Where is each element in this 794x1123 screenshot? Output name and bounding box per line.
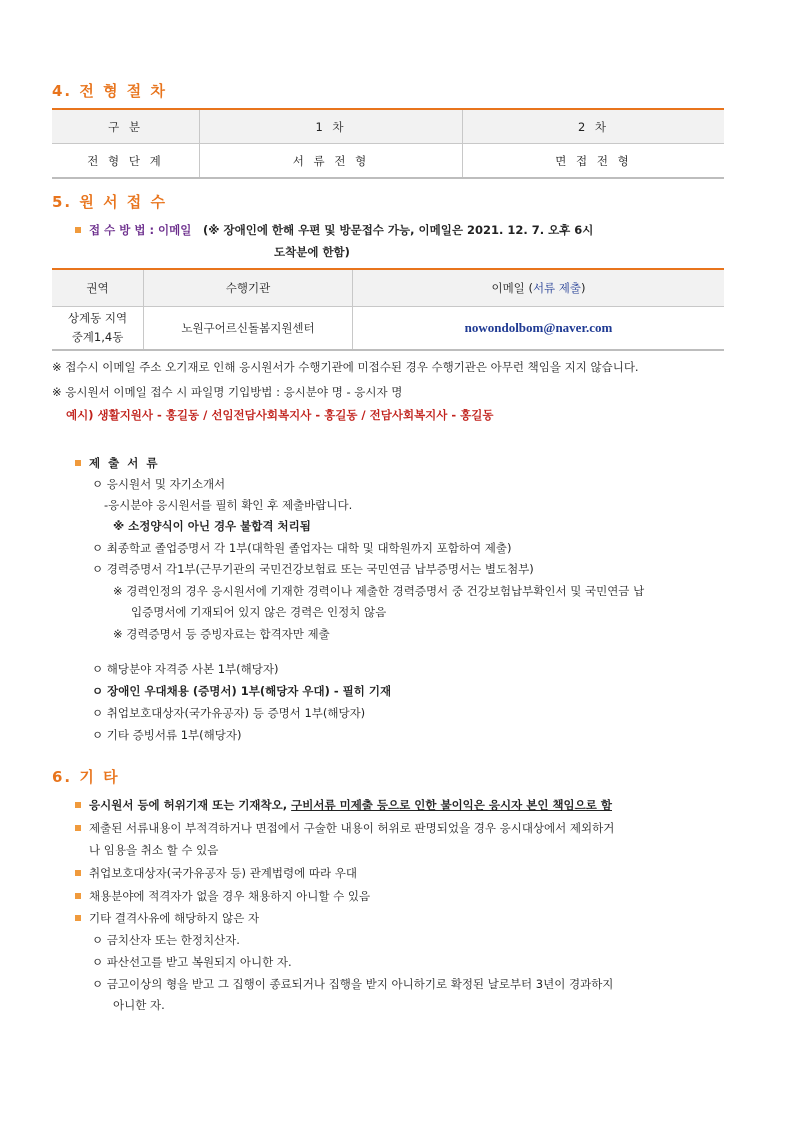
doc-item-7: ㅇ 기타 증빙서류 1부(해당자) (92, 728, 242, 742)
region-line-1: 상계동 지역 (67, 311, 128, 325)
method-note: (※ 장애인에 한해 우편 및 방문접수 가능, 이메일은 2021. 12. 7. 오후 6시 (203, 223, 594, 237)
bullet-square-icon (75, 893, 81, 899)
etc-item-2-cont: 나 임용을 취소 할 수 있음 (89, 843, 219, 857)
doc-item-1: ㅇ 응시원서 및 자기소개서 (92, 477, 226, 491)
email-link[interactable]: nowondolbom@naver.com (464, 320, 613, 335)
table-row (52, 307, 724, 351)
header-email-post: ) (581, 281, 586, 295)
doc-item-3-note-1: ※ 경력인정의 경우 응시원서에 기재한 경력이나 제출한 경력증명서 중 건강보험납부확인서 및 국민연금 납 (113, 584, 645, 598)
bullet-square-icon (75, 870, 81, 876)
bullet-square-icon (75, 227, 81, 233)
header-org: 수행기관 (144, 269, 353, 307)
org-cell: 노원구어르신돌봄지원센터 (144, 307, 353, 351)
table-header-row (52, 109, 724, 144)
note-2: ※ 응시원서 이메일 접수 시 파일명 기입방법 : 응시분야 명 - 응시자 명 (52, 385, 403, 399)
bullet-square-icon (75, 460, 81, 466)
etc-item-5 (75, 910, 259, 926)
stage-1-value: 서 류 전 형 (200, 144, 463, 179)
doc-item-3: ㅇ 경력증명서 각1부(근무기관의 국민건강보험료 또는 국민연금 납부증명서는 별도첨부) (92, 562, 534, 576)
note-1: ※ 접수시 이메일 주소 오기재로 인해 응시원서가 수행기관에 미접수된 경우 수행기관은 아무런 책임을 지지 않습니다. (52, 360, 639, 374)
header-stage-1: 1 차 (200, 109, 463, 144)
etc-item-1-text: 응시원서 등에 허위기재 또는 기재착오, 구비서류 미제출 등으로 인한 불이익은 응시자 본인 책임으로 함 (89, 798, 613, 812)
header-email (353, 269, 725, 307)
etc-item-2 (75, 820, 614, 836)
doc-item-1-warning: ※ 소정양식이 아닌 경우 불합격 처리됨 (113, 519, 311, 533)
etc-item-1-underlined: 구비서류 미제출 등으로 인한 불이익은 응시자 본인 책임으로 함 (291, 798, 613, 812)
doc-item-6: ㅇ 취업보호대상자(국가유공자) 등 증명서 1부(해당자) (92, 706, 366, 720)
etc-sub-1: ㅇ 금치산자 또는 한정치산자. (92, 933, 240, 947)
etc-sub-3: ㅇ 금고이상의 형을 받고 그 집행이 종료되거나 집행을 받지 아니하기로 확정된 날로부터 3년이 경과하지 (92, 977, 614, 991)
doc-item-4: ㅇ 해당분야 자격증 사본 1부(해당자) (92, 662, 279, 676)
stage-2-value: 면 접 전 형 (555, 153, 632, 168)
section-4-title: 4. 전 형 절 차 (52, 82, 167, 100)
filename-example: 예시) 생활지원사 - 홍길동 / 선임전담사회복지사 - 홍길동 / 전담사회복지사 - 홍길동 (66, 408, 494, 422)
section-5-title: 5. 원 서 접 수 (52, 193, 167, 211)
docs-title-line (75, 455, 159, 471)
etc-item-5-text: 기타 결격사유에 해당하지 않은 자 (89, 911, 260, 925)
email-cell[interactable] (353, 307, 725, 351)
bullet-square-icon (75, 825, 81, 831)
method-line (75, 222, 725, 238)
etc-sub-3-cont: 아니한 자. (113, 998, 165, 1012)
table-row (52, 144, 724, 179)
doc-item-3-note-2: ※ 경력증명서 등 증빙자료는 합격자만 제출 (113, 627, 330, 641)
etc-item-2-text: 제출된 서류내용이 부적격하거나 면접에서 구술한 내용이 허위로 판명되었을 경우 응시대상에서 제외하거 (89, 821, 615, 835)
selection-process-table (52, 108, 724, 179)
header-region: 권역 (52, 269, 144, 307)
region-cell (52, 307, 144, 351)
etc-item-1 (75, 797, 612, 813)
etc-sub-2: ㅇ 파산선고를 받고 복원되지 아니한 자. (92, 955, 292, 969)
method-label: 접 수 방 법 : 이메일 (89, 223, 192, 237)
header-category: 구 분 (52, 109, 200, 144)
region-line-2: 중계1,4동 (71, 330, 124, 344)
etc-item-3-text: 취업보호대상자(국가유공자 등) 관계법령에 따라 우대 (89, 866, 357, 880)
header-stage-2: 2 차 (463, 109, 725, 144)
submission-table (52, 268, 724, 351)
doc-item-2: ㅇ 최종학교 졸업증명서 각 1부(대학원 졸업자는 대학 및 대학원까지 포함하여 제출) (92, 541, 512, 555)
etc-item-4-text: 채용분야에 적격자가 없을 경우 채용하지 아니할 수 있음 (89, 889, 371, 903)
etc-item-4 (75, 888, 370, 904)
header-email-pre: 이메일 ( (491, 281, 533, 295)
row-label: 전 형 단 계 (52, 144, 200, 179)
bullet-square-icon (75, 915, 81, 921)
doc-item-3-note-1-cont: 입증명서에 기재되어 있지 않은 경력은 인정치 않음 (131, 605, 387, 619)
doc-item-1-sub: -응시분야 응시원서를 필히 확인 후 제출바랍니다. (104, 498, 353, 512)
doc-item-5: ㅇ 장애인 우대채용 (증명서) 1부(해당자 우대) - 필히 기재 (92, 684, 392, 698)
docs-title: 제 출 서 류 (89, 456, 160, 470)
section-6-title: 6. 기 타 (52, 768, 120, 786)
header-email-mid: 서류 제출 (532, 281, 582, 295)
etc-item-3 (75, 865, 357, 881)
method-note-cont: 도착분에 한함) (274, 245, 350, 259)
table-header-row (52, 269, 724, 307)
bullet-square-icon (75, 802, 81, 808)
